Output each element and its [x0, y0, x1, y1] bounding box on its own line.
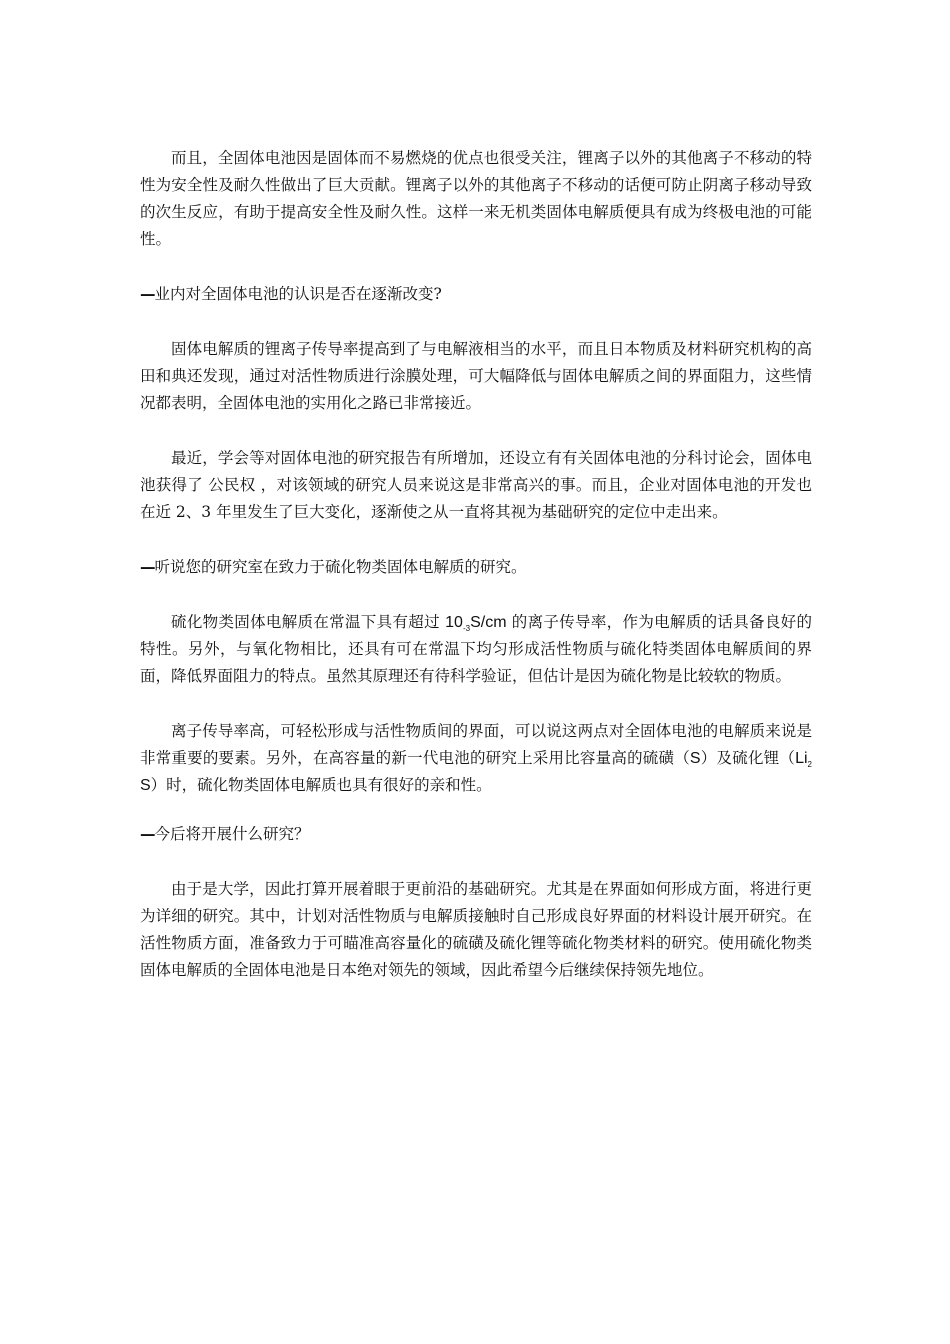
question-dash: —: [140, 825, 155, 843]
text-run: ）时，硫化物类固体电解质也具有很好的亲和性。: [150, 776, 492, 794]
question-dash: —: [140, 558, 155, 576]
question-dash: —: [140, 285, 155, 303]
question-future-research: [140, 821, 812, 848]
text-run: 的离子传导率，作为电解质的话具备良好的特性。另外，与氧化物相比，还具有可在常温下均匀形成活性物质与硫化特类固体电解质间的界面，降低界面阻力的特点。虽然其原理还有待科学验证，但估计是因为硫化物是比较软的物质。: [140, 613, 812, 685]
article-body: [140, 145, 812, 1012]
text-run: 硫化物类固体电解质在常温下具有超过: [171, 613, 446, 631]
question-text: 今后将开展什么研究？: [154, 825, 310, 843]
question-industry-recognition: [140, 281, 812, 308]
text-run: 离子传导率高，可轻松形成与活性物质间的界面，可以说这两点对全固体电池的电解质来说是非常重要的要素。另外，在高容量的新一代电池的研究上采用比容量高的硫磺（: [140, 722, 812, 767]
question-sulfide-research: [140, 554, 812, 581]
paragraph-key-factors: [140, 718, 812, 799]
paragraph-recent-research: 最近，学会等对固体电池的研究报告有所增加，还设立有有关固体电池的分科讨论会，固体电池获得了 公民权 ，对该领域的研究人员来说这是非常高兴的事。而且，企业对固体电池的开发也在近 2、3 年里发生了巨大变化，逐渐使之从一直将其视为基础研究的定位中走出来。: [140, 449, 812, 521]
sulfur-symbol: S: [140, 777, 151, 794]
unit: S/cm: [470, 614, 507, 631]
paragraph-safety: 而且，全固体电池因是固体而不易燃烧的优点也很受关注，锂离子以外的其他离子不移动的特性为安全性及耐久性做出了巨大贡献。锂离子以外的其他离子不移动的话便可防止阴离子移动导致的次生反应，有助于提高安全性及耐久性。这样一来无机类固体电解质便具有成为终极电池的可能性。: [140, 149, 812, 248]
conductivity-value: [445, 614, 506, 631]
subscript-two: 2: [807, 760, 812, 769]
sulfur-symbol: S: [689, 750, 701, 767]
question-text: 业内对全固体电池的认识是否在逐渐改变?: [154, 285, 442, 303]
paragraph-future-plans: 由于是大学，因此打算开展着眼于更前沿的基础研究。尤其是在界面如何形成方面，将进行更为详细的研究。其中，计划对活性物质与电解质接触时自己形成良好界面的材料设计展开研究。在活性物质方面，准备致力于可瞄准高容量化的硫磺及硫化锂等硫化物类材料的研究。使用硫化物类固体电解质的全固体电池是日本绝对领先的领域，因此希望今后继续保持领先地位。: [140, 880, 812, 979]
paragraph-conductivity: 固体电解质的锂离子传导率提高到了与电解液相当的水平，而且日本物质及材料研究机构的高田和典还发现，通过对活性物质进行涂膜处理，可大幅降低与固体电解质之间的界面阻力，这些情况都表明，全固体电池的实用化之路已非常接近。: [140, 340, 812, 412]
exponent: -3: [462, 624, 471, 633]
base-number: 10: [445, 614, 463, 631]
question-text: 听说您的研究室在致力于硫化物类固体电解质的研究。: [154, 558, 527, 576]
text-run: ）及硫化锂（: [700, 749, 796, 767]
paragraph-sulfide-properties: [140, 609, 812, 690]
lithium-symbol: Li: [795, 750, 808, 767]
